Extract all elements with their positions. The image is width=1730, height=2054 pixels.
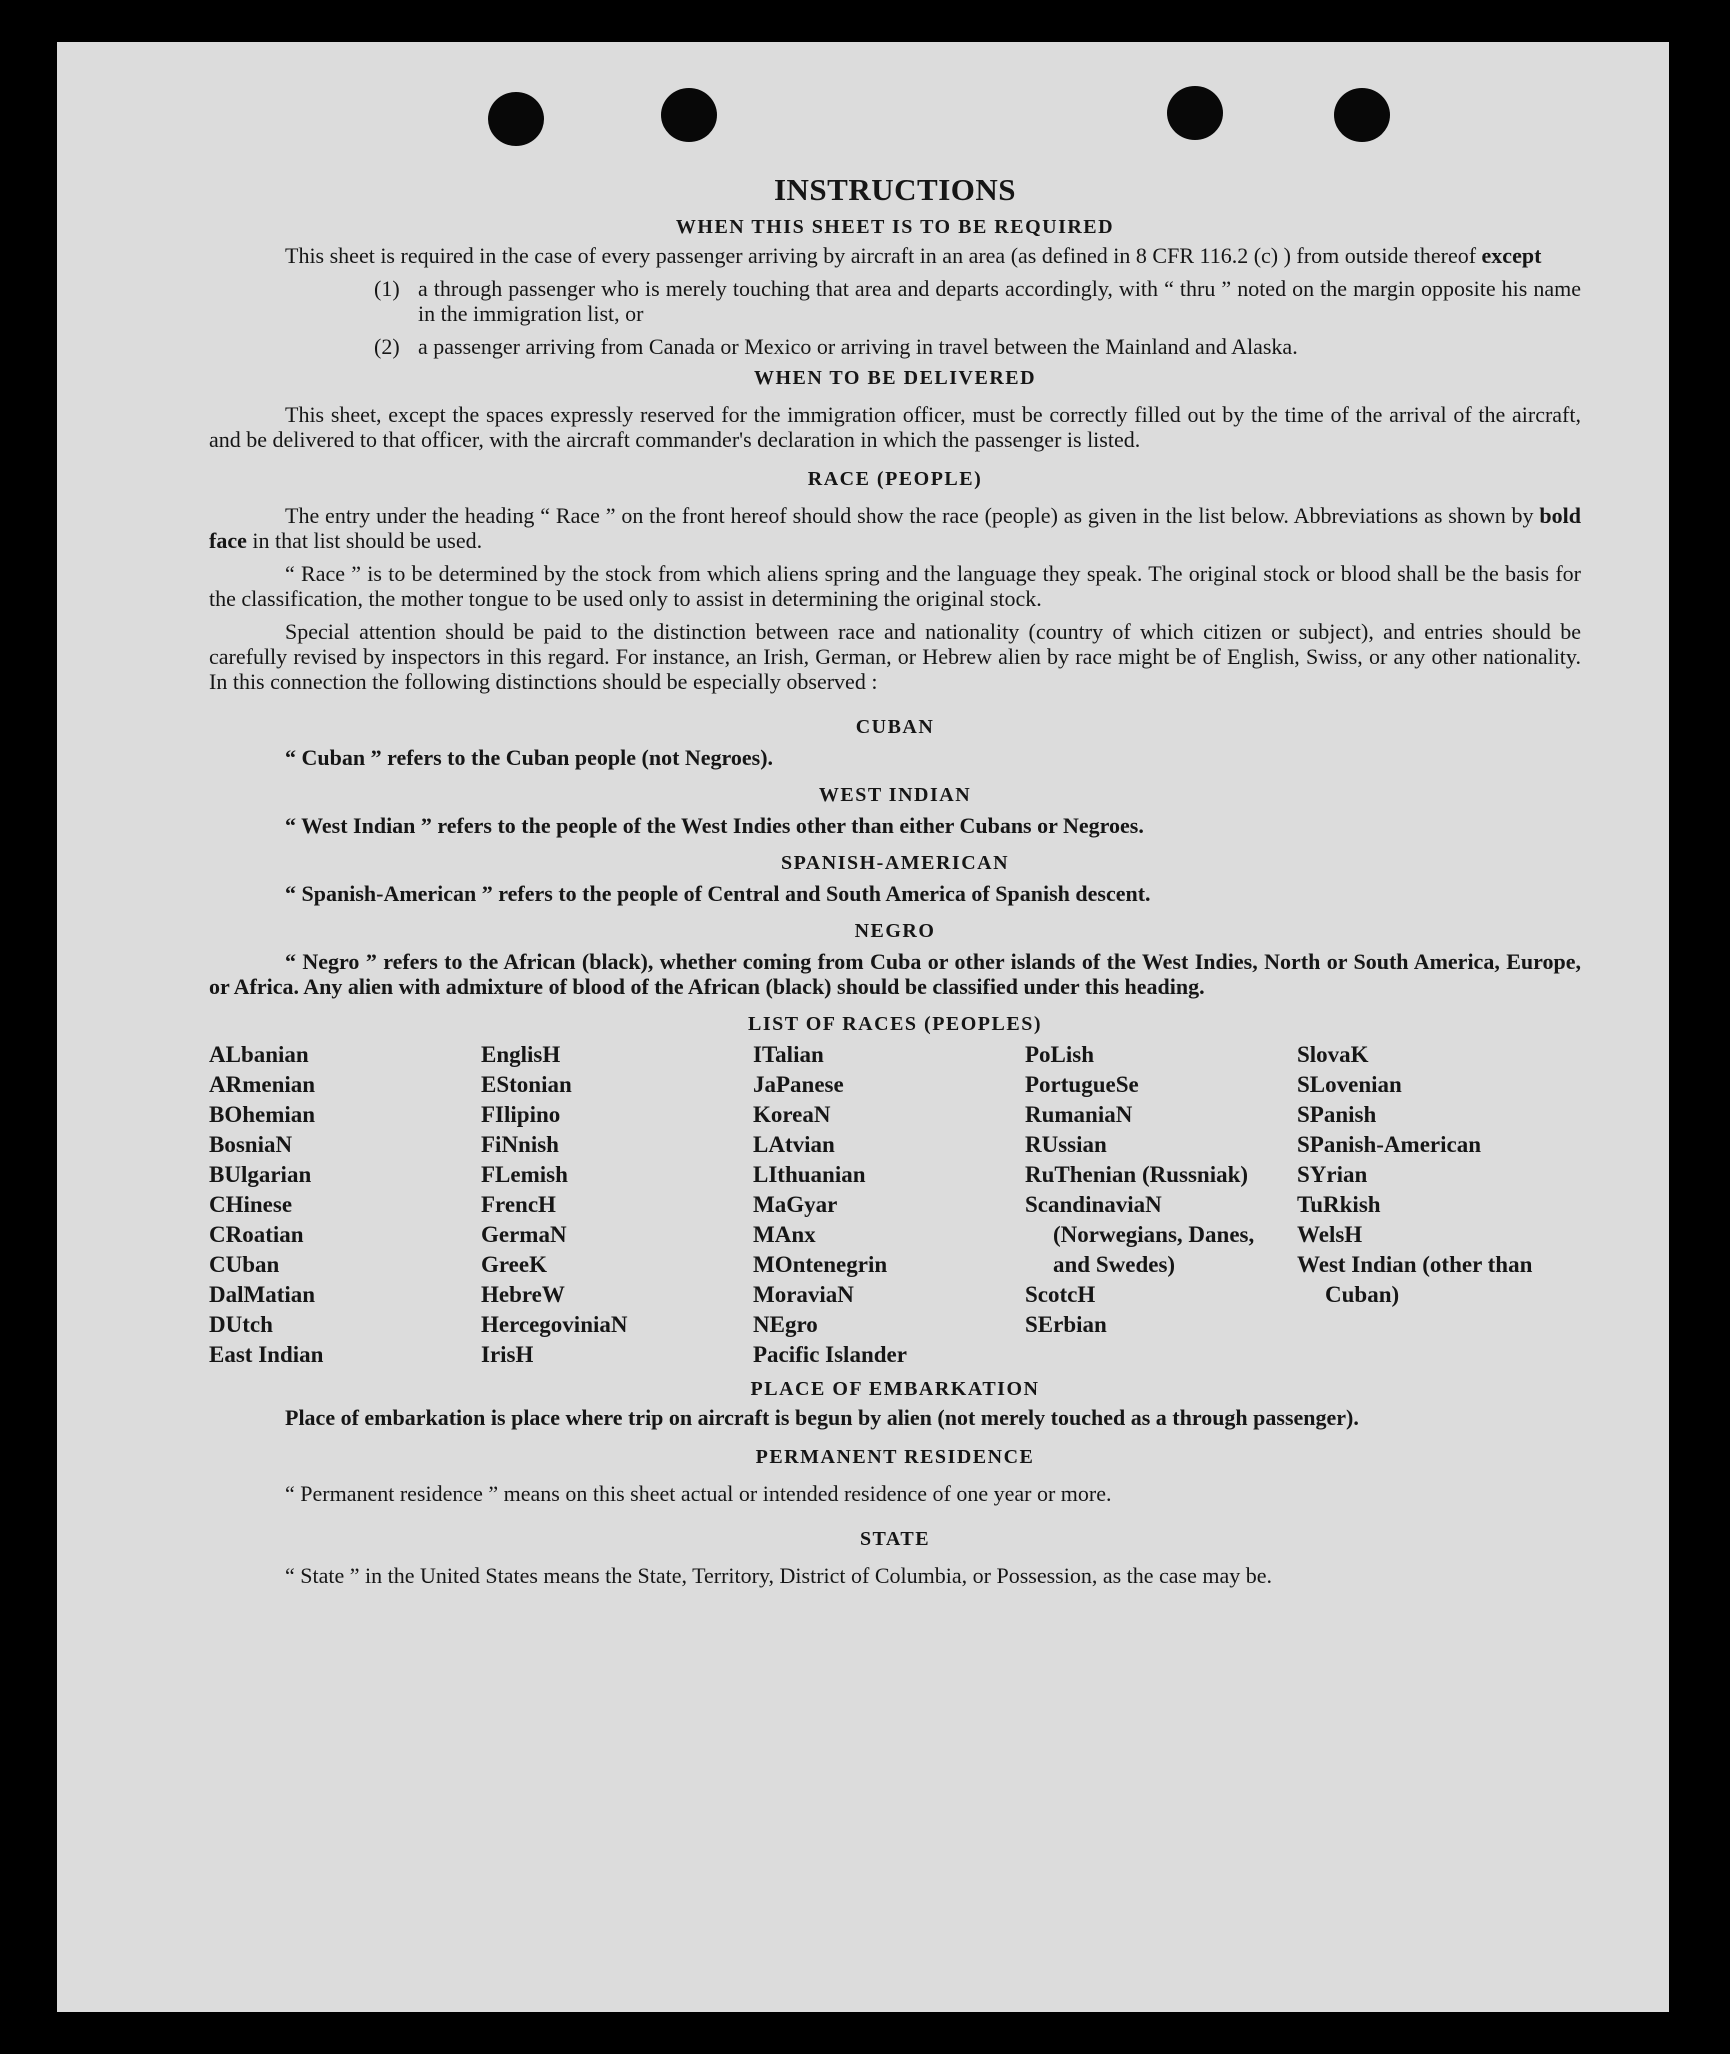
list-item: BosniaN <box>209 1132 293 1157</box>
list-item: NEgro <box>753 1312 818 1337</box>
list-item: SErbian <box>1025 1312 1107 1337</box>
races-column-5 <box>1297 1040 1569 1370</box>
list-item: GreeK <box>481 1252 547 1277</box>
list-item: EnglisH <box>481 1042 561 1067</box>
list-item: JaPanese <box>753 1072 844 1097</box>
punch-hole-right-1 <box>1167 86 1223 140</box>
list-item: EStonian <box>481 1072 572 1097</box>
list-item: RuThenian (Russniak) <box>1025 1162 1249 1187</box>
races-column-4 <box>1025 1040 1297 1370</box>
list-item: ScandinaviaN (Norwegians, Danes, and Swedes) <box>1025 1192 1255 1277</box>
spanish-american-definition: “ Spanish-American ” refers to the people of Central and South America of Spanish descent. <box>285 881 1151 906</box>
list-item: TuRkish <box>1297 1192 1381 1217</box>
cuban-definition: “ Cuban ” refers to the Cuban people (not Negroes). <box>285 745 774 770</box>
list-item: LAtvian <box>753 1132 835 1157</box>
list-item: PortugueSe <box>1025 1072 1139 1097</box>
list-item: DalMatian <box>209 1282 316 1307</box>
list-item: IrisH <box>481 1342 534 1367</box>
races-column-3 <box>753 1040 1025 1370</box>
list-item: FIlipino <box>481 1102 561 1127</box>
heading-negro: NEGRO <box>854 920 936 942</box>
race-paragraph-2: “ Race ” is to be determined by the stock from which aliens spring and the language they speak. The original stock or blood shall be the basis for the classification, the mother tongue to be used only to assist in determining the original stock. <box>209 561 1581 611</box>
heading-spanish-american: SPANISH-AMERICAN <box>780 852 1010 874</box>
heading-state: STATE <box>859 1528 931 1550</box>
list-item: SYrian <box>1297 1162 1368 1187</box>
heading-cuban: CUBAN <box>855 716 935 738</box>
exception-1: (1) a through passenger who is merely touching that area and departs accordingly, with “ thru ” noted on the margin opposite his name in the immigration list, or <box>374 276 1581 326</box>
punch-hole-right-2 <box>1334 88 1390 142</box>
list-item: West Indian (other than Cuban) <box>1297 1252 1533 1307</box>
heading-west-indian: WEST INDIAN <box>818 784 972 806</box>
race-paragraph-3: Special attention should be paid to the distinction between race and nationality (country of which citizen or subject), and entries should be carefully revised by inspectors in this regard. For instance, an Irish, German, or Hebrew alien by race might be of English, Swiss, or any other nationality. In this connection the following distinctions should be especially observed : <box>209 619 1581 694</box>
heading-race: RACE (PEOPLE) <box>807 468 983 490</box>
list-item: RUssian <box>1025 1132 1107 1157</box>
exception-2: (2) a passenger arriving from Canada or Mexico or arriving in travel between the Mainland and Alaska. <box>374 334 1298 359</box>
heading-list-of-races: LIST OF RACES (PEOPLES) <box>747 1013 1042 1035</box>
list-item: CUban <box>209 1252 280 1277</box>
list-item: FLemish <box>481 1162 568 1187</box>
list-item: HercegoviniaN <box>481 1312 628 1337</box>
list-item: MaGyar <box>753 1192 838 1217</box>
list-item: SLovenian <box>1297 1072 1402 1097</box>
list-item: ARmenian <box>209 1072 316 1097</box>
list-item: SPanish-American <box>1297 1132 1481 1157</box>
list-item: SPanish <box>1297 1102 1377 1127</box>
list-item: Pacific Islander <box>753 1342 907 1367</box>
list-item: FrencH <box>481 1192 556 1217</box>
list-item: WelsH <box>1297 1222 1363 1247</box>
races-list <box>209 1040 1581 1370</box>
race-paragraph-1: The entry under the heading “ Race ” on the front hereof should show the race (people) as given in the list below. Abbreviations as shown by bold face in that list should be used. <box>209 503 1581 553</box>
residence-text: “ Permanent residence ” means on this sheet actual or intended residence of one year or more. <box>285 1481 1112 1506</box>
list-item: BOhemian <box>209 1102 316 1127</box>
heading-required: WHEN THIS SHEET IS TO BE REQUIRED <box>675 216 1115 238</box>
list-item: DUtch <box>209 1312 273 1337</box>
punch-hole-left <box>488 92 544 146</box>
heading-delivered: WHEN TO BE DELIVERED <box>753 367 1037 389</box>
state-text: “ State ” in the United States means the State, Territory, District of Columbia, or Possession, as the case may be. <box>285 1563 1273 1588</box>
list-item: East Indian <box>209 1342 324 1367</box>
instructions-content <box>209 172 1581 1588</box>
list-item: PoLish <box>1025 1042 1095 1067</box>
west-indian-definition: “ West Indian ” refers to the people of the West Indies other than either Cubans or Negroes. <box>285 813 1144 838</box>
list-item: CHinese <box>209 1192 293 1217</box>
document-sheet <box>57 42 1669 2012</box>
list-item: HebreW <box>481 1282 565 1307</box>
heading-residence: PERMANENT RESIDENCE <box>755 1446 1035 1468</box>
list-item: LIthuanian <box>753 1162 866 1187</box>
list-item: ALbanian <box>209 1042 309 1067</box>
list-item: ITalian <box>753 1042 824 1067</box>
punch-hole-center <box>661 88 717 142</box>
races-column-2 <box>481 1040 753 1370</box>
heading-embarkation: PLACE OF EMBARKATION <box>750 1378 1040 1400</box>
list-item: ScotcH <box>1025 1282 1096 1307</box>
list-item: FiNnish <box>481 1132 559 1157</box>
list-item: BUlgarian <box>209 1162 312 1187</box>
races-column-1 <box>209 1040 481 1370</box>
list-item: MoraviaN <box>753 1282 854 1307</box>
delivered-text: This sheet, except the spaces expressly reserved for the immigration officer, must be correctly filled out by the time of the arrival of the aircraft, and be delivered to that officer, with the aircraft commander's declaration in which the passenger is listed. <box>209 402 1581 452</box>
list-item: GermaN <box>481 1222 567 1247</box>
list-item: CRoatian <box>209 1222 304 1247</box>
embarkation-text: Place of embarkation is place where trip on aircraft is begun by alien (not merely touched as a through passenger). <box>285 1405 1359 1430</box>
list-item: SlovaK <box>1297 1042 1369 1067</box>
page-title: INSTRUCTIONS <box>773 172 1016 207</box>
list-item: RumaniaN <box>1025 1102 1133 1127</box>
list-item: MAnx <box>753 1222 816 1247</box>
required-intro: This sheet is required in the case of every passenger arriving by aircraft in an area (as defined in 8 CFR 116.2 (c) ) from outside thereof except <box>285 243 1542 268</box>
list-item: KoreaN <box>753 1102 831 1127</box>
list-item: MOntenegrin <box>753 1252 888 1277</box>
negro-definition: “ Negro ” refers to the African (black), whether coming from Cuba or other islands of the West Indies, North or South America, Europe, or Africa. Any alien with admixture of blood of the African (black) should be classified under this heading. <box>209 949 1581 999</box>
